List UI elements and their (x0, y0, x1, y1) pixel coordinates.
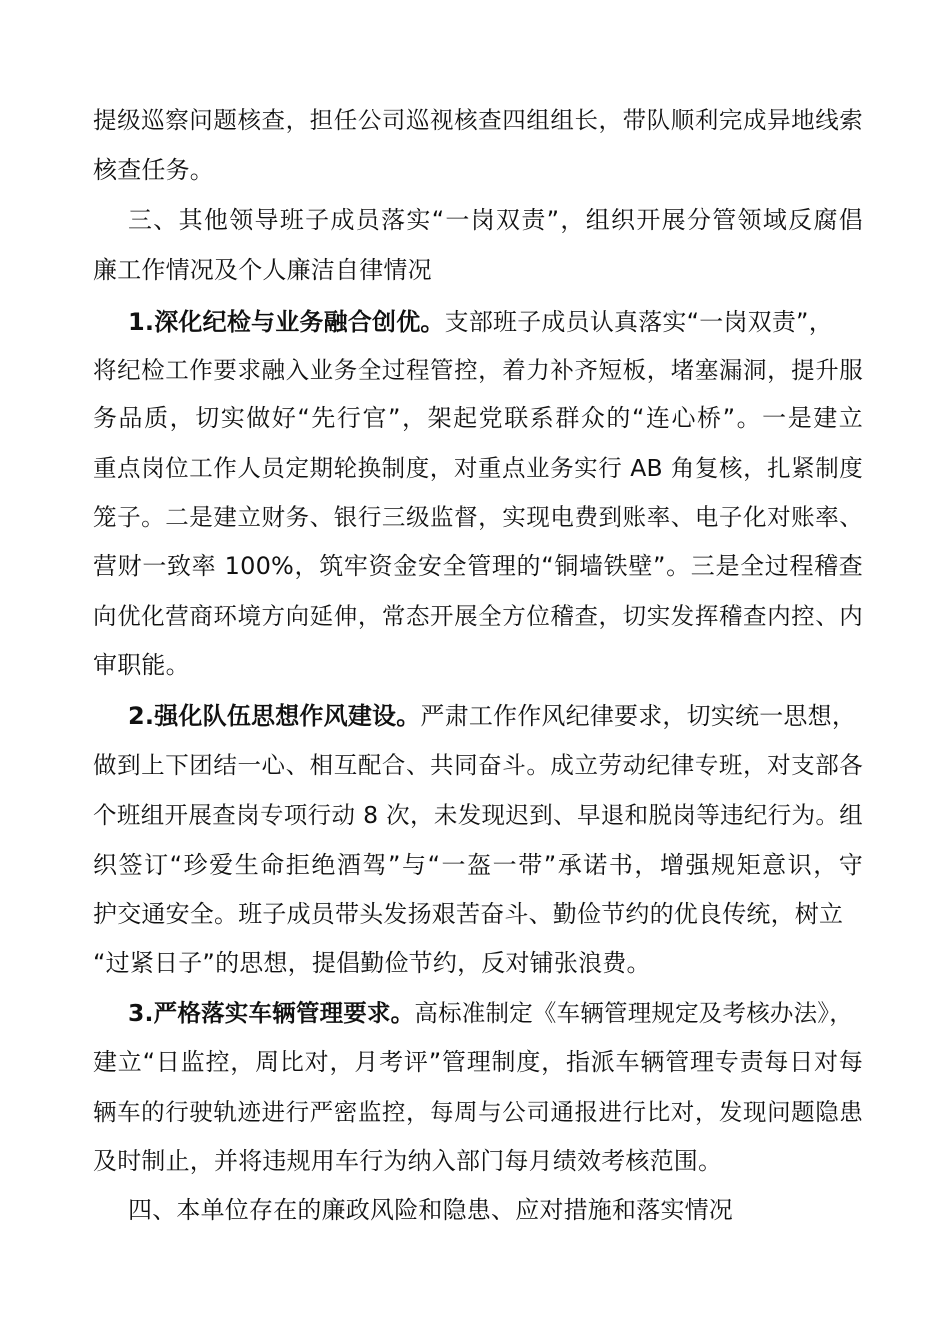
item-3-heading: 3.严格落实车辆管理要求。 (128, 999, 415, 1027)
paragraph-line: 做到上下团结一心、相互配合、共同奋斗。成立劳动纪律专班，对支部各 (93, 751, 863, 779)
section-heading-3-cont: 廉工作情况及个人廉洁自律情况 (93, 256, 432, 284)
item-3-first-line (128, 991, 863, 1035)
paragraph-line: 及时制止，并将违规用车行为纳入部门每月绩效考核范围。 (93, 1147, 723, 1175)
item-1-first-line (128, 300, 863, 344)
paragraph-line: 辆车的行驶轨迹进行严密监控，每周与公司通报进行比对，发现问题隐患 (93, 1098, 863, 1126)
item-2-first-line (128, 694, 863, 738)
paragraph-line: 重点岗位工作人员定期轮换制度，对重点业务实行 AB 角复核，扎紧制度 (93, 454, 863, 482)
paragraph-line: 核查任务。 (93, 156, 214, 184)
paragraph-line: 个班组开展查岗专项行动 8 次，未发现迟到、早退和脱岗等违纪行为。组 (93, 801, 863, 829)
paragraph-line: 护交通安全。班子成员带头发扬艰苦奋斗、勤俭节约的优良传统，树立 (93, 900, 844, 928)
section-heading-3: 三、其他领导班子成员落实“一岗双责”，组织开展分管领域反腐倡 (128, 206, 863, 234)
paragraph-line: 将纪检工作要求融入业务全过程管控，着力补齐短板，堵塞漏洞，提升服 (93, 356, 863, 384)
paragraph-line: “过紧日子”的思想，提倡勤俭节约，反对铺张浪费。 (93, 949, 651, 977)
item-1-text: 支部班子成员认真落实“一岗双责”， (444, 308, 833, 336)
paragraph-line: 务品质，切实做好“先行官”，架起党联系群众的“连心桥”。一是建立 (93, 404, 863, 432)
paragraph-line: 提级巡察问题核查，担任公司巡视核查四组组长，带队顺利完成异地线索 (93, 106, 863, 134)
paragraph-line: 笼子。二是建立财务、银行三级监督，实现电费到账率、电子化对账率、 (93, 503, 863, 531)
item-2-text: 严肃工作作风纪律要求，切实统一思想， (420, 702, 857, 730)
paragraph-line: 审职能。 (93, 651, 190, 679)
section-heading-4: 四、本单位存在的廉政风险和隐患、应对措施和落实情况 (128, 1196, 733, 1224)
item-3-text: 高标准制定《车辆管理规定及考核办法》， (414, 999, 853, 1027)
paragraph-line: 织签订“珍爱生命拒绝酒驾”与“一盔一带”承诺书，增强规矩意识，守 (93, 851, 863, 879)
paragraph-line: 向优化营商环境方向延伸，常态开展全方位稽查，切实发挥稽查内控、内 (93, 602, 863, 630)
paragraph-line: 营财一致率 100%，筑牢资金安全管理的“铜墙铁壁”。三是全过程稽查 (93, 552, 863, 580)
item-2-heading: 2.强化队伍思想作风建设。 (128, 702, 421, 730)
item-1-heading: 1.深化纪检与业务融合创优。 (128, 308, 445, 336)
paragraph-line: 建立“日监控，周比对，月考评”管理制度，指派车辆管理专责每日对每 (93, 1048, 863, 1076)
